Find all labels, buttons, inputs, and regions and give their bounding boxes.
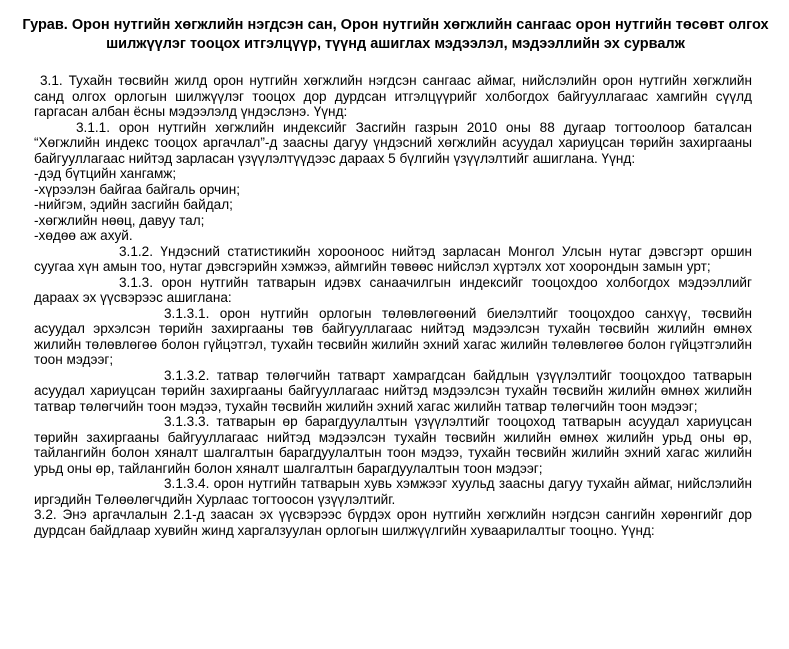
- paragraph-3-2: 3.2. Энэ аргачлалын 2.1-д заасан эх үүсвэрээс бүрдэх орон нутгийн хөгжлийн нэгдсэн сангийн хөрөнгийг дор дурдсан байдлаар хувийн жинд харгалзуулан орлогын шилжүүлгийн хуваарилалтыг тооцно. Үүнд:: [34, 507, 752, 538]
- list-item: -дэд бүтцийн хангамж;: [34, 166, 177, 181]
- list-item: -хүрээлэн байгаа байгаль орчин;: [34, 181, 241, 197]
- paragraph-3-1-3: 3.1.3. орон нутгийн татварын идэвх санаачилгын индексийг тооцохдоо холбогдох мэдээллийг дараах эх үүсвэрээс ашиглана:: [34, 274, 752, 305]
- paragraph-3-1-3-1: 3.1.3.1. орон нутгийн орлогын төлөвлөгөөний биелэлтийг тооцохдоо санхүү, төсвийн асуудал эрхэлсэн төрийн захиргааны төв байгууллагаас нийтэд мэдээлсэн тухайн төсвийн жилийн өмнөх жилийн төлөвлөгөө болон гүйцэтгэл, тухайн төсвийн жилийн эхний хагас жилийн төлөвлөгөө болон гүйцэтгэлийн тоон мэдээг;: [34, 305, 752, 367]
- list-item: -хөгжлийн нөөц, давуу тал;: [34, 212, 205, 228]
- paragraph-3-1-1: 3.1.1. орон нутгийн хөгжлийн индексийг Засгийн газрын 2010 оны 88 дугаар тогтоолоор баталсан “Хөгжлийн индекс тооцох аргачлал”-д заасны дагуу үндэсний хөгжлийн асуудал хариуцсан төрийн захиргааны байгууллагаас нийтэд зарласан үзүүлэлтүүдээс дараах 5 бүлгийн үзүүлэлтийг ашиглана. Үүнд:: [34, 119, 752, 166]
- indicator-group-list: [34, 166, 752, 244]
- document-body: [34, 73, 752, 538]
- paragraph-3-1-3-3: 3.1.3.3. татварын өр барагдуулалтын үзүүлэлтийг тооцоход татварын асуудал хариуцсан төрийн захиргааны байгууллагаас нийтэд мэдээлсэн тухайн төсвийн жилийн өмнөх жилийн урьд оны өр, тайлангийн болон хяналт шалгалтын барагдуулалтын тоон мэдээ, тухайн төсвийн жилийн эхний хагас жилийн урьд оны өр, тайлангийн болон хяналт шалгалтын барагдуулалтын тоон мэдээг;: [34, 414, 752, 476]
- list-item: -хөдөө аж ахуй.: [34, 228, 133, 243]
- paragraph-3-1-3-4: 3.1.3.4. орон нутгийн татварын хувь хэмжээг хуульд заасны дагуу тухайн аймаг, нийслэлийн иргэдийн Төлөөлөгчдийн Хурлаас тогтоосон үзүүлэлтийг.: [34, 476, 752, 507]
- section-heading: Гурав. Орон нутгийн хөгжлийн нэгдсэн сан, Орон нутгийн хөгжлийн сангаас орон нутгийн төсөвт олгох шилжүүлэг тооцох итгэлцүүр, түүнд ашиглах мэдээлэл, мэдээллийн эх сурвалж: [22, 17, 769, 52]
- paragraph-3-1: 3.1. Тухайн төсвийн жилд орон нутгийн хөгжлийн нэгдсэн сангаас аймаг, нийслэлийн орон нутгийн хөгжлийн санд олгох орлогын шилжүүлэг тооцох дор дурдсан итгэлцүүрийг холбогдох байгууллагаас хамгийн сүүлд гаргасан албан ёсны мэдээлэлд үндэслэнэ. Үүнд:: [34, 73, 752, 119]
- paragraph-3-1-3-2: 3.1.3.2. татвар төлөгчийн татварт хамрагдсан байдлын үзүүлэлтийг тооцохдоо татварын асуудал хариуцсан төрийн захиргааны байгууллагаас нийтэд мэдээлсэн тухайн төсвийн жилийн өмнөх жилийн татвар төлөгчийн тоон мэдээ, тухайн төсвийн жилийн эхний хагас жилийн татвар төлөгчийн тоон мэдээг;: [34, 367, 752, 414]
- list-item: -нийгэм, эдийн засгийн байдал;: [34, 197, 233, 212]
- paragraph-3-1-2: 3.1.2. Үндэсний статистикийн хорооноос нийтэд зарласан Монгол Улсын нутаг дэвсгэрт оршин суугаа хүн амын тоо, нутаг дэвсгэрийн хэмжээ, аймгийн төвөөс нийслэл хүртэлх хот хоорондын замын урт;: [34, 243, 752, 274]
